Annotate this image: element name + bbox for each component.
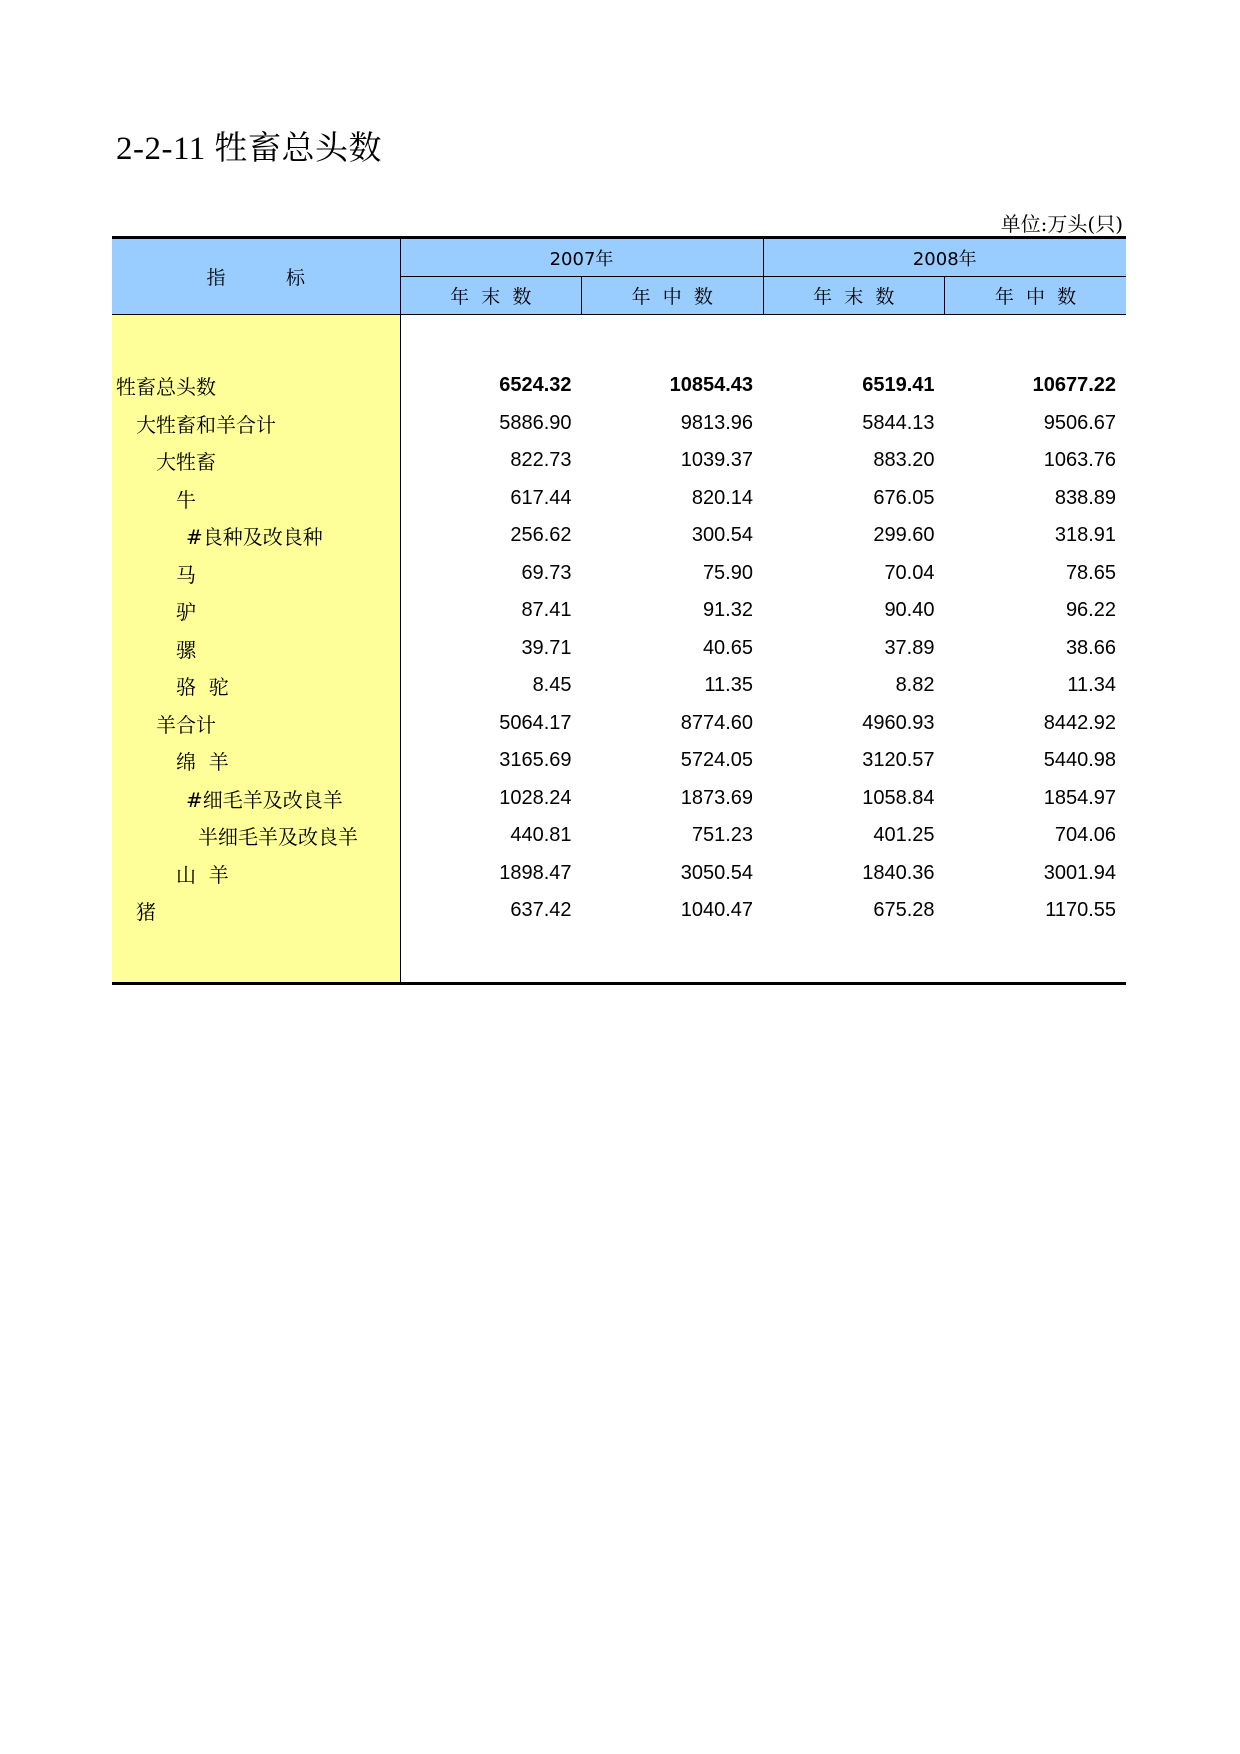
cell-value: 6524.32 [499,374,572,397]
row-label [112,742,400,780]
row-label [112,855,400,893]
table-row [112,780,1126,818]
year-header-2008: 2008年 [763,238,1126,277]
table-row [112,630,1126,668]
table-row [112,592,1126,630]
cell-value: 751.23 [691,824,753,847]
cell-value: 637.42 [510,899,572,922]
cell-value: 5440.98 [1043,749,1116,772]
cell-value: 820.14 [691,486,753,509]
cell-text: 年 末 数 [450,286,532,308]
cell-value: 318.91 [1054,524,1116,547]
cell-value: 91.32 [702,599,753,622]
table-row [112,405,1126,443]
indicator-header [112,238,400,315]
unit-label: 单位:万头(只) [1000,212,1123,236]
cell-value: 69.73 [521,561,572,584]
table-row [112,705,1126,743]
cell-value: 8442.92 [1043,711,1116,734]
table-row [112,367,1126,405]
cell-value: 883.20 [873,449,935,472]
table-row [112,555,1126,593]
cell-text: 年 中 数 [994,286,1077,308]
cell-value: 440.81 [510,824,572,847]
empty-cell [112,930,400,984]
cell-text: 年 中 数 [631,286,713,308]
cell-value: 676.05 [873,486,935,509]
sub-header-2008-mid-year [945,277,1127,315]
empty-cell [400,930,582,984]
cell-text: 马 [176,562,196,587]
row-label [112,817,400,855]
empty-cell [582,315,764,368]
cell-value: 40.65 [702,636,753,659]
cell-text: 羊合计 [156,712,216,737]
cell-value: 10854.43 [669,374,753,397]
cell-text: 驴 [176,600,196,625]
sub-header-2007-year-end [400,277,582,315]
cell-value: 1898.47 [499,861,572,884]
cell-value: 5064.17 [499,711,572,734]
cell-text: 指 标 [206,267,305,289]
cell-text: 大牲畜和羊合计 [136,412,276,437]
cell-value: 70.04 [884,561,935,584]
empty-cell [945,315,1127,368]
empty-cell [582,930,764,984]
cell-value: 300.54 [691,524,753,547]
cell-text: 骡 [176,637,196,662]
cell-value: 1040.47 [680,899,753,922]
cell-value: 11.34 [1067,674,1116,697]
table-row [112,892,1126,930]
spacer-row [112,930,1126,984]
cell-value: 9813.96 [680,411,753,434]
spacer-row [112,315,1126,368]
year-header-2007: 2007年 [400,238,763,277]
row-label [112,555,400,593]
cell-value: 8.45 [532,674,572,697]
empty-cell [400,315,582,368]
table-row [112,742,1126,780]
cell-value: 96.22 [1065,599,1116,622]
empty-cell [763,930,945,984]
row-label [112,367,400,405]
table-row [112,855,1126,893]
cell-value: 1873.69 [680,786,753,809]
cell-value: 10677.22 [1032,374,1116,397]
cell-value: 4960.93 [862,711,935,734]
cell-value: 299.60 [873,524,935,547]
cell-value: 9506.67 [1043,411,1116,434]
empty-cell [112,315,400,368]
cell-value: 1170.55 [1045,899,1116,922]
page-title: 2-2-11 牲畜总头数 [116,131,383,167]
cell-value: 1058.84 [862,786,935,809]
cell-value: 78.65 [1065,561,1116,584]
cell-value: 75.90 [702,561,753,584]
table-row [112,480,1126,518]
row-label [112,517,400,555]
cell-value: 8774.60 [680,711,753,734]
cell-value: 8.82 [895,674,935,697]
cell-value: 3001.94 [1043,861,1116,884]
header-row-years [112,238,1126,277]
cell-value: 1039.37 [680,449,753,472]
cell-value: 617.44 [510,486,572,509]
cell-value: 401.25 [873,824,935,847]
cell-value: 838.89 [1054,486,1116,509]
row-label [112,630,400,668]
cell-text: 猪 [136,900,156,925]
cell-value: 39.71 [521,636,572,659]
table-row [112,667,1126,705]
livestock-table [112,236,1126,985]
cell-value: 1840.36 [862,861,935,884]
row-label [112,892,400,930]
cell-value: 822.73 [510,449,572,472]
table-row [112,442,1126,480]
cell-value: 37.89 [884,636,935,659]
cell-text: 半细毛羊及改良羊 [198,825,358,850]
cell-text: #细毛羊及改良羊 [186,787,343,812]
cell-value: 675.28 [873,899,935,922]
cell-value: 1854.97 [1043,786,1116,809]
cell-value: 6519.41 [862,374,935,397]
sub-header-2008-year-end [763,277,945,315]
cell-text: 山 羊 [176,862,229,887]
row-label [112,480,400,518]
cell-text: 大牲畜 [156,450,216,475]
sub-header-2007-mid-year [582,277,764,315]
cell-value: 3120.57 [862,749,935,772]
cell-value: 3050.54 [680,861,753,884]
empty-cell [945,930,1127,984]
cell-value: 3165.69 [499,749,572,772]
cell-text: 年 末 数 [813,286,895,308]
cell-value: 256.62 [510,524,572,547]
cell-value: 5724.05 [680,749,753,772]
table-row [112,517,1126,555]
table-row [112,817,1126,855]
row-label [112,667,400,705]
empty-cell [763,315,945,368]
cell-value: 11.35 [704,674,753,697]
cell-value: 1028.24 [499,786,572,809]
cell-text: 骆 驼 [176,675,229,700]
cell-value: 90.40 [884,599,935,622]
cell-value: 1063.76 [1043,449,1116,472]
cell-text: 牲畜总头数 [116,375,216,400]
cell-value: 5886.90 [499,411,572,434]
cell-value: 704.06 [1054,824,1116,847]
row-label [112,442,400,480]
row-label [112,780,400,818]
cell-text: #良种及改良种 [186,525,323,550]
cell-text: 绵 羊 [176,750,229,775]
row-label [112,592,400,630]
cell-value: 5844.13 [862,411,935,434]
row-label [112,705,400,743]
row-label [112,405,400,443]
cell-value: 87.41 [521,599,572,622]
cell-text: 牛 [176,487,196,512]
cell-value: 38.66 [1065,636,1116,659]
